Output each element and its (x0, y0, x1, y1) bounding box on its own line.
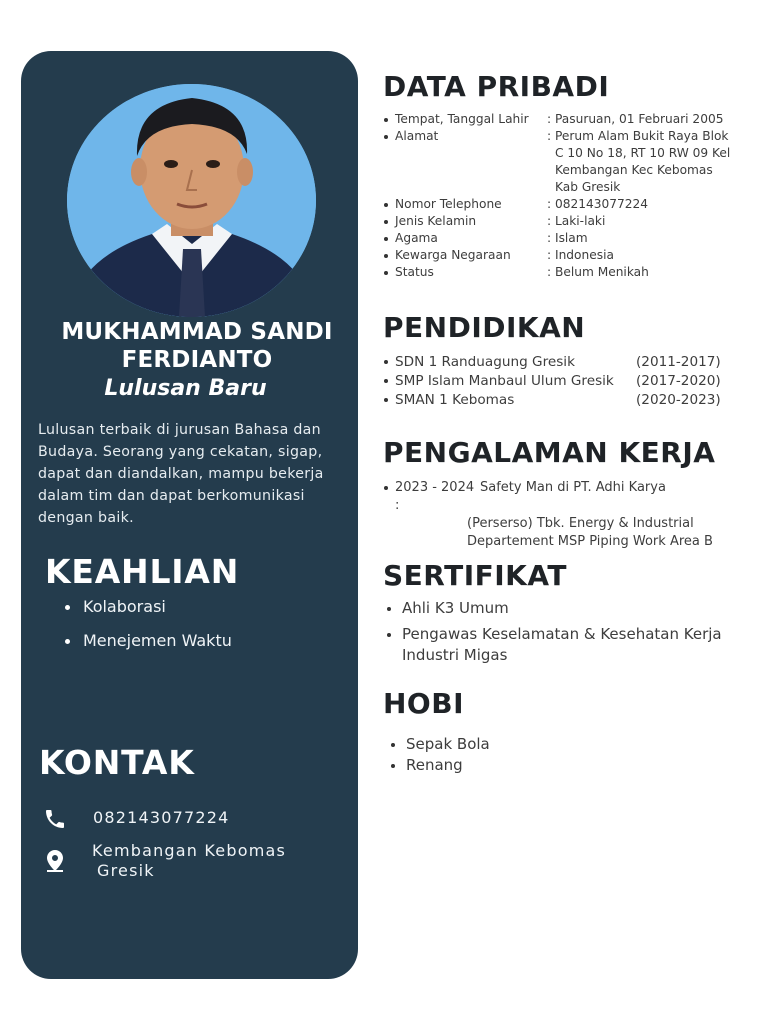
address-value-line: Kembangan Kec Kebomas (555, 163, 713, 177)
name-line-2: FERDIANTO (121, 347, 273, 373)
bullet (382, 196, 395, 213)
certificates-heading: SERTIFIKAT (383, 559, 567, 592)
personal-value (547, 128, 752, 196)
personal-row (382, 196, 752, 213)
personal-label: Status (395, 265, 434, 279)
education-list (382, 353, 742, 410)
name-line-1: MUKHAMMAD SANDI (61, 319, 333, 345)
personal-value: : Islam (547, 231, 588, 245)
experience-heading: PENGALAMAN KERJA (383, 436, 716, 469)
profile-summary: Lulusan terbaik di jurusan Bahasa dan Budaya. Seorang yang cekatan, sigap, dapat dan diandalkan, mampu bekerja dalam tim dan dapat berkomunikasi dengan baik. (38, 422, 324, 526)
education-school: SMAN 1 Kebomas (395, 392, 515, 408)
education-item (382, 353, 742, 372)
education-years: (2017-2020) (636, 373, 721, 389)
skills-list (83, 597, 232, 665)
bullet (382, 230, 395, 247)
personal-row (382, 247, 752, 264)
education-item (382, 391, 742, 410)
personal-row (382, 230, 752, 247)
bullet (382, 479, 395, 515)
address-value-line: Kab Gresik (555, 180, 621, 194)
bullet (382, 391, 395, 410)
personal-row (382, 128, 752, 196)
personal-label: Kewarga Negaraan (395, 248, 511, 262)
bullet (382, 353, 395, 372)
personal-value: : Indonesia (547, 248, 614, 262)
profile-name (21, 318, 358, 374)
personal-row (382, 213, 752, 230)
personal-label: Alamat (395, 129, 439, 143)
personal-value: : Laki-laki (547, 214, 606, 228)
personal-data-heading: DATA PRIBADI (383, 70, 610, 103)
personal-value: : 082143077224 (547, 197, 649, 211)
contact-heading: KONTAK (39, 743, 195, 782)
personal-value: : Belum Menikah (547, 265, 649, 279)
education-school: SDN 1 Randuagung Gresik (395, 354, 575, 370)
education-heading: PENDIDIKAN (383, 311, 586, 344)
personal-row (382, 111, 752, 128)
personal-value: : Pasuruan, 01 Februari 2005 (547, 112, 724, 126)
education-item (382, 372, 742, 391)
address-value-line: C 10 No 18, RT 10 RW 09 Kel (555, 146, 731, 160)
personal-label: Nomor Telephone (395, 197, 502, 211)
experience-first-line (382, 479, 752, 515)
personal-label: Agama (395, 231, 438, 245)
bullet (382, 213, 395, 230)
experience-period: 2023 - 2024 : (395, 480, 475, 513)
bullet (382, 247, 395, 264)
education-school: SMP Islam Manbaul Ulum Gresik (395, 373, 614, 389)
hobbies-heading: HOBI (383, 687, 464, 720)
profile-sidebar (21, 51, 358, 979)
experience-line: Safety Man di PT. Adhi Karya (480, 480, 666, 495)
contact-address-text (92, 841, 286, 881)
education-years: (2011-2017) (636, 354, 721, 370)
hobby-item: Renang (388, 755, 490, 776)
bullet (382, 111, 395, 128)
bullet (382, 264, 395, 281)
contact-address (41, 841, 286, 881)
personal-label: Jenis Kelamin (395, 214, 477, 228)
experience-item (382, 479, 752, 551)
personal-label: Tempat, Tanggal Lahir (395, 112, 529, 126)
experience-line: (Perserso) Tbk. Energy & Industrial (467, 516, 694, 531)
profile-photo (67, 84, 316, 317)
location-pin-icon (41, 847, 69, 875)
experience-line: Departement MSP Piping Work Area B (467, 534, 713, 549)
certificates-list (384, 598, 744, 671)
certificate-item: Ahli K3 Umum (384, 598, 744, 619)
contact-phone (41, 805, 230, 833)
address-value-line: : Perum Alam Bukit Raya Blok (547, 129, 729, 143)
bullet (382, 372, 395, 391)
personal-data-list (382, 111, 752, 281)
hobby-item: Sepak Bola (388, 734, 490, 755)
certificate-item: Pengawas Keselamatan & Kesehatan Kerja Industri Migas (384, 624, 744, 666)
skill-item: Kolaborasi (83, 597, 232, 631)
phone-icon (41, 805, 69, 833)
contact-phone-text: 082143077224 (93, 808, 230, 827)
education-years: (2020-2023) (636, 392, 721, 408)
bullet (382, 128, 395, 196)
skills-heading: KEAHLIAN (45, 552, 240, 591)
skill-item: Menejemen Waktu (83, 631, 232, 665)
hobbies-list (388, 734, 490, 776)
address-line-1: Kembangan Kebomas (92, 841, 287, 860)
address-line-2: Gresik (97, 861, 155, 880)
profile-subtitle: Lulusan Baru (104, 376, 267, 401)
personal-row (382, 264, 752, 281)
